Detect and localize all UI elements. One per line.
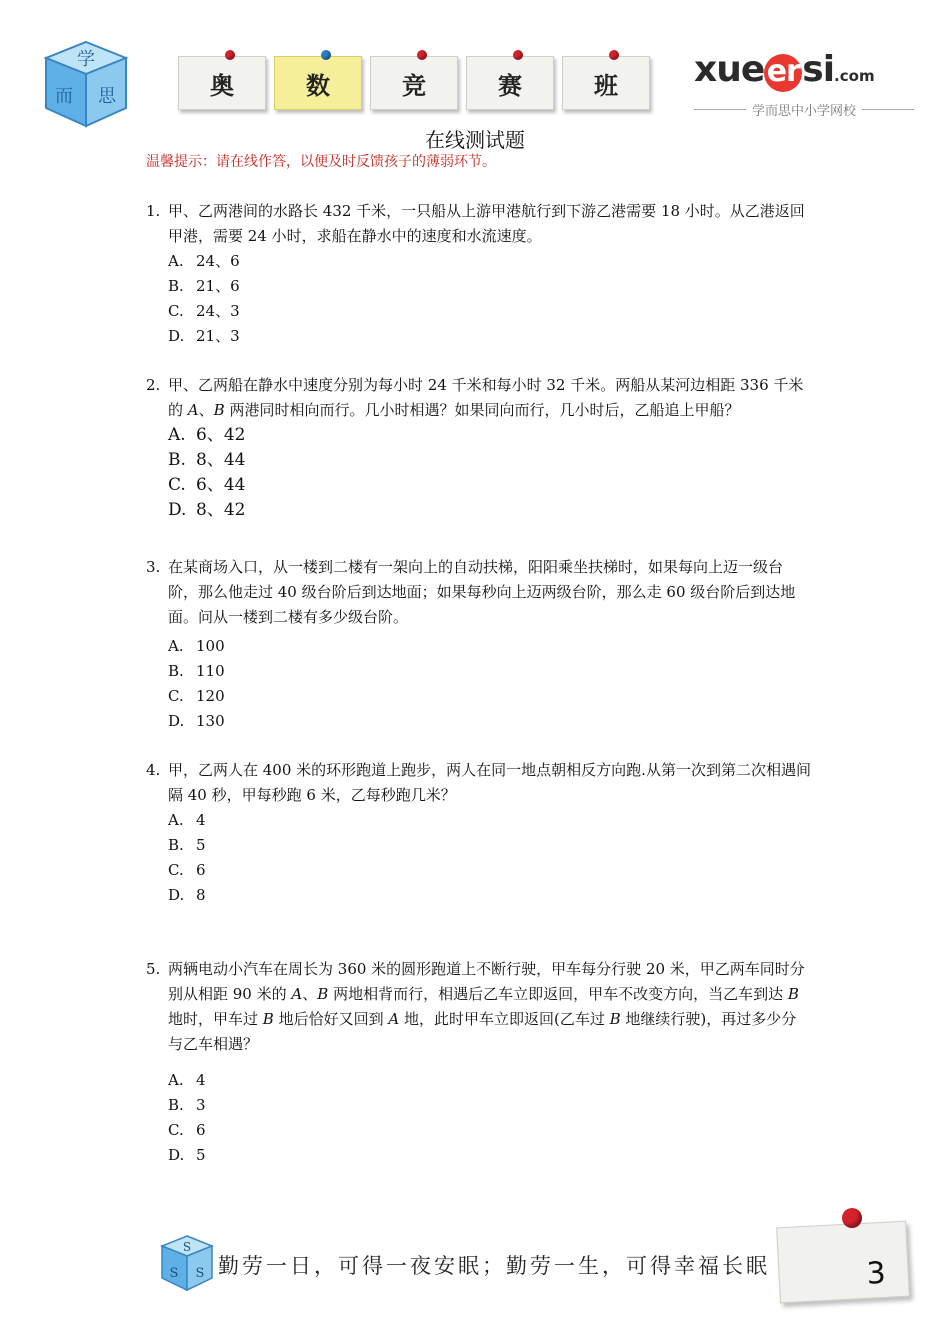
logo-wordmark xyxy=(694,49,914,94)
option-letter: C. xyxy=(168,1121,184,1139)
footer-sss-cube xyxy=(158,1234,216,1292)
option-text: 120 xyxy=(196,687,225,705)
option-letter: A. xyxy=(168,252,184,270)
option-c[interactable] xyxy=(168,473,811,498)
pin-icon xyxy=(321,50,331,60)
option-letter: B. xyxy=(168,1096,184,1114)
option-c[interactable] xyxy=(168,684,811,709)
option-text: 4 xyxy=(196,1071,206,1089)
option-letter: A. xyxy=(168,811,184,829)
option-letter: C. xyxy=(168,302,184,320)
question-stem xyxy=(146,758,811,808)
option-a[interactable] xyxy=(168,1068,811,1093)
tab-note-jing xyxy=(370,56,458,110)
question-number: 4. xyxy=(146,761,161,779)
page-number: 3 xyxy=(865,1255,887,1292)
tab-note-ao xyxy=(178,56,266,110)
option-b[interactable] xyxy=(168,659,811,684)
question-text: 甲，乙两人在 400 米的环形跑道上跑步，两人在同一地点朝相反方向跑.从第一次到第二次相遇间隔 40 秒，甲每秒跑 6 米，乙每秒跑几米？ xyxy=(168,761,811,804)
point-label: B xyxy=(317,985,329,1003)
question-text: 地后恰好又回到 xyxy=(273,1010,389,1028)
question-stem xyxy=(146,373,811,423)
cube-letter-left: S xyxy=(169,1266,179,1281)
question-2 xyxy=(146,373,811,523)
option-text: 24、3 xyxy=(196,302,240,320)
question-text: 在某商场入口，从一楼到二楼有一架向上的自动扶梯，阳阳乘坐扶梯时，如果每向上迈一级台阶，那么他走过 40 级台阶后到达地面；如果每秒向上迈两级台阶，那么走 60 级台阶后到达地面。问从一楼到二楼有多少级台阶。 xyxy=(168,558,796,626)
tab-note-shu xyxy=(274,56,362,110)
option-c[interactable] xyxy=(168,299,811,324)
option-text: 4 xyxy=(196,811,206,829)
option-letter: B. xyxy=(168,450,186,470)
option-b[interactable] xyxy=(168,1093,811,1118)
question-text: 地，此时甲车立即返回(乙车过 xyxy=(399,1010,610,1028)
option-text: 110 xyxy=(196,662,225,680)
logo-part-a: xue xyxy=(694,49,765,90)
pin-icon xyxy=(225,50,235,60)
option-list xyxy=(146,634,811,734)
tab-note-sai xyxy=(466,56,554,110)
option-letter: D. xyxy=(168,1146,185,1164)
warm-tip: 温馨提示：请在线作答，以便及时反馈孩子的薄弱环节。 xyxy=(146,154,496,170)
question-text: 两地相背而行，相遇后乙车立即返回，甲车不改变方向，当乙车到达 xyxy=(328,985,788,1003)
option-text: 5 xyxy=(196,1146,206,1164)
option-b[interactable] xyxy=(168,448,811,473)
question-1 xyxy=(146,199,811,349)
tab-label: 奥 xyxy=(210,71,234,100)
option-list xyxy=(146,1068,811,1168)
point-label: B xyxy=(213,401,225,419)
pin-icon xyxy=(842,1208,862,1228)
option-text: 5 xyxy=(196,836,206,854)
option-letter: B. xyxy=(168,277,184,295)
cube-letter-right: S xyxy=(195,1266,205,1281)
xueersi-cube-logo xyxy=(40,38,132,130)
question-stem xyxy=(146,957,811,1057)
option-letter: A. xyxy=(168,425,186,445)
tab-label: 数 xyxy=(306,71,330,100)
option-letter: D. xyxy=(168,327,185,345)
pin-icon xyxy=(417,50,427,60)
point-label: B xyxy=(609,1010,621,1028)
option-letter: C. xyxy=(168,861,184,879)
page-title: 在线测试题 xyxy=(425,128,525,152)
pin-icon xyxy=(513,50,523,60)
option-letter: D. xyxy=(168,500,187,520)
question-number: 3. xyxy=(146,558,161,576)
option-text: 130 xyxy=(196,712,225,730)
question-4 xyxy=(146,758,811,908)
logo-part-c: si xyxy=(802,49,835,90)
cube-graphic xyxy=(40,38,132,130)
option-d[interactable] xyxy=(168,1143,811,1168)
cube-char-left: 而 xyxy=(55,86,73,107)
option-text: 6、44 xyxy=(196,475,246,495)
option-c[interactable] xyxy=(168,858,811,883)
question-text: 甲、乙两港间的水路长 432 千米，一只船从上游甲港航行到下游乙港需要 18 小时。从乙港返回甲港，需要 24 小时，求船在静水中的速度和水流速度。 xyxy=(168,202,805,245)
option-d[interactable] xyxy=(168,498,811,523)
option-letter: C. xyxy=(168,475,186,495)
option-a[interactable] xyxy=(168,808,811,833)
option-text: 8、44 xyxy=(196,450,246,470)
cube-char-right: 思 xyxy=(98,86,116,107)
logo-subtitle: 学而思中小学网校 xyxy=(752,104,857,119)
option-d[interactable] xyxy=(168,883,811,908)
question-3 xyxy=(146,555,811,734)
option-text: 8、42 xyxy=(196,500,246,520)
option-c[interactable] xyxy=(168,1118,811,1143)
option-d[interactable] xyxy=(168,709,811,734)
option-letter: D. xyxy=(168,712,185,730)
question-5 xyxy=(146,957,811,1168)
point-label: A xyxy=(291,985,303,1003)
pin-icon xyxy=(609,50,619,60)
option-d[interactable] xyxy=(168,324,811,349)
question-text: 地时，甲车过 xyxy=(168,1010,263,1028)
question-text: 、 xyxy=(302,985,318,1003)
option-a[interactable] xyxy=(168,249,811,274)
option-text: 6 xyxy=(196,1121,206,1139)
option-text: 21、3 xyxy=(196,327,240,345)
option-list xyxy=(146,808,811,908)
point-label: A xyxy=(388,1010,400,1028)
option-text: 24、6 xyxy=(196,252,240,270)
tab-label: 竞 xyxy=(402,71,426,100)
cube-letter-top: S xyxy=(182,1240,192,1254)
question-number: 1. xyxy=(146,202,161,220)
point-label: B xyxy=(262,1010,274,1028)
option-letter: A. xyxy=(168,1071,184,1089)
question-text: 甲、乙两船在静水中速度分别为每小时 24 千米和每小时 32 千米。两船从某河边相距 336 千米的 xyxy=(168,376,804,419)
question-text: 、 xyxy=(198,401,214,419)
option-letter: B. xyxy=(168,836,184,854)
option-a[interactable] xyxy=(168,634,811,659)
cube-char-top: 学 xyxy=(77,49,95,70)
logo-subtitle-row xyxy=(694,100,914,119)
tab-label: 赛 xyxy=(498,71,522,100)
point-label: A xyxy=(187,401,199,419)
xueersi-brand-logo xyxy=(694,49,914,119)
question-text: 地继续行驶)，再过多少分与乙车相遇？ xyxy=(168,1010,797,1053)
option-text: 100 xyxy=(196,637,225,655)
option-b[interactable] xyxy=(168,833,811,858)
option-list xyxy=(146,423,811,523)
question-text: 两辆电动小汽车在周长为 360 米的圆形跑道上不断行驶，甲车每分行驶 20 米，甲乙两车同时分别从相距 90 米的 xyxy=(168,960,805,1003)
logo-part-b: er xyxy=(764,54,802,92)
option-text: 6、42 xyxy=(196,425,246,445)
question-number: 5. xyxy=(146,960,161,978)
option-letter: D. xyxy=(168,886,185,904)
option-list xyxy=(146,249,811,349)
divider xyxy=(694,109,746,110)
cube-graphic xyxy=(158,1234,216,1292)
point-label: B xyxy=(787,985,799,1003)
option-text: 21、6 xyxy=(196,277,240,295)
divider xyxy=(862,109,914,110)
option-b[interactable] xyxy=(168,274,811,299)
footer-motto: 勤劳一日，可得一夜安眠；勤劳一生，可得幸福长眠 xyxy=(218,1254,770,1278)
option-letter: C. xyxy=(168,687,184,705)
option-letter: A. xyxy=(168,637,184,655)
page-number-note xyxy=(776,1221,910,1304)
option-letter: B. xyxy=(168,662,184,680)
question-stem xyxy=(146,555,811,630)
option-text: 6 xyxy=(196,861,206,879)
question-number: 2. xyxy=(146,376,161,394)
question-stem xyxy=(146,199,811,249)
option-text: 8 xyxy=(196,886,206,904)
option-a[interactable] xyxy=(168,423,811,448)
tab-note-ban xyxy=(562,56,650,110)
question-text: 两港同时相向而行。几小时相遇？如果同向而行，几小时后，乙船追上甲船？ xyxy=(224,401,740,419)
tab-label: 班 xyxy=(594,71,618,100)
option-text: 3 xyxy=(196,1096,206,1114)
logo-domain: .com xyxy=(834,67,875,85)
